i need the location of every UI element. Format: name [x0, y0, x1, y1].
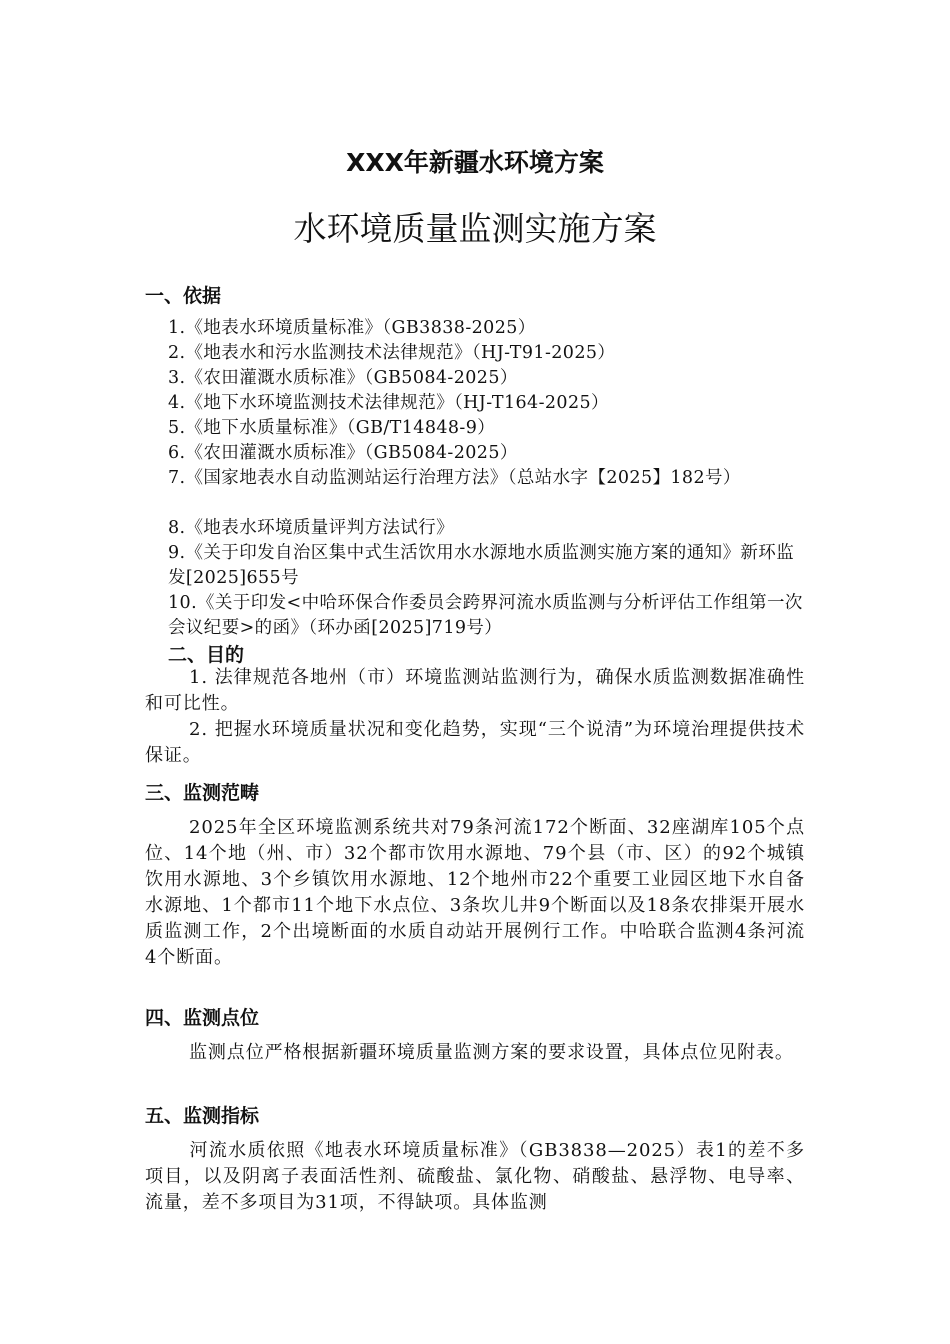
reference-item: 4.《地下水环境监测技术法律规范》（HJ-T164-2025）	[168, 393, 609, 413]
section-heading-indicators: 五、监测指标	[145, 1105, 260, 1127]
reference-item: 9.《关于印发自治区集中式生活饮用水水源地水质监测实施方案的通知》新环监发[2025]655号	[168, 543, 795, 588]
paragraph: 监测点位严格根据新疆环境质量监测方案的要求设置，具体点位见附表。	[189, 1042, 794, 1063]
reference-item: 6.《农田灌溉水质标准》（GB5084-2025）	[168, 443, 518, 463]
document-title: XXX年新疆水环境方案	[346, 148, 604, 177]
section-heading-basis: 一、依据	[145, 285, 222, 307]
paragraph: 2. 把握水环境质量状况和变化趋势，实现“三个说清”为环境治理提供技术保证。	[145, 719, 805, 766]
section-heading-scope: 三、监测范畴	[145, 782, 260, 804]
paragraph: 河流水质依照《地表水环境质量标准》（GB3838—2025）表1的差不多项目，以及阴离子表面活性剂、硫酸盐、氯化物、硝酸盐、悬浮物、电导率、流量，差不多项目为31项，不得缺项。具体监测	[145, 1140, 805, 1213]
reference-item: 2.《地表水和污水监测技术法律规范》（HJ-T91-2025）	[168, 343, 616, 363]
paragraph: 1. 法律规范各地州（市）环境监测站监测行为，确保水质监测数据准确性和可比性。	[145, 667, 805, 714]
reference-item: 10.《关于印发<中哈环保合作委员会跨界河流水质监测与分析评估工作组第一次会议纪要>的函》（环办函[2025]719号）	[168, 593, 803, 638]
reference-item: 8.《地表水环境质量评判方法试行》	[168, 518, 454, 538]
section-heading-sites: 四、监测点位	[145, 1007, 260, 1029]
paragraph: 2025年全区环境监测系统共对79条河流172个断面、32座湖库105个点位、14个地（州、市）32个都市饮用水源地、79个县（市、区）的92个城镇饮用水源地、3个乡镇饮用水源地、12个地州市22个重要工业园区地下水自备水源地、1个都市11个地下水点位、3条坎儿井9个断面以及18条农排渠开展水质监测工作，2个出境断面的水质自动站开展例行工作。中哈联合监测4条河流4个断面。	[145, 817, 805, 968]
document-subtitle: 水环境质量监测实施方案	[293, 209, 657, 248]
reference-item: 5.《地下水质量标准》（GB/T14848-9）	[168, 418, 496, 438]
section-heading-purpose: 二、目的	[168, 644, 245, 666]
reference-item: 3.《农田灌溉水质标准》（GB5084-2025）	[168, 368, 518, 388]
reference-item: 1.《地表水环境质量标准》（GB3838-2025）	[168, 318, 536, 338]
reference-item: 7.《国家地表水自动监测站运行治理方法》（总站水字【2025】182号）	[168, 468, 741, 488]
